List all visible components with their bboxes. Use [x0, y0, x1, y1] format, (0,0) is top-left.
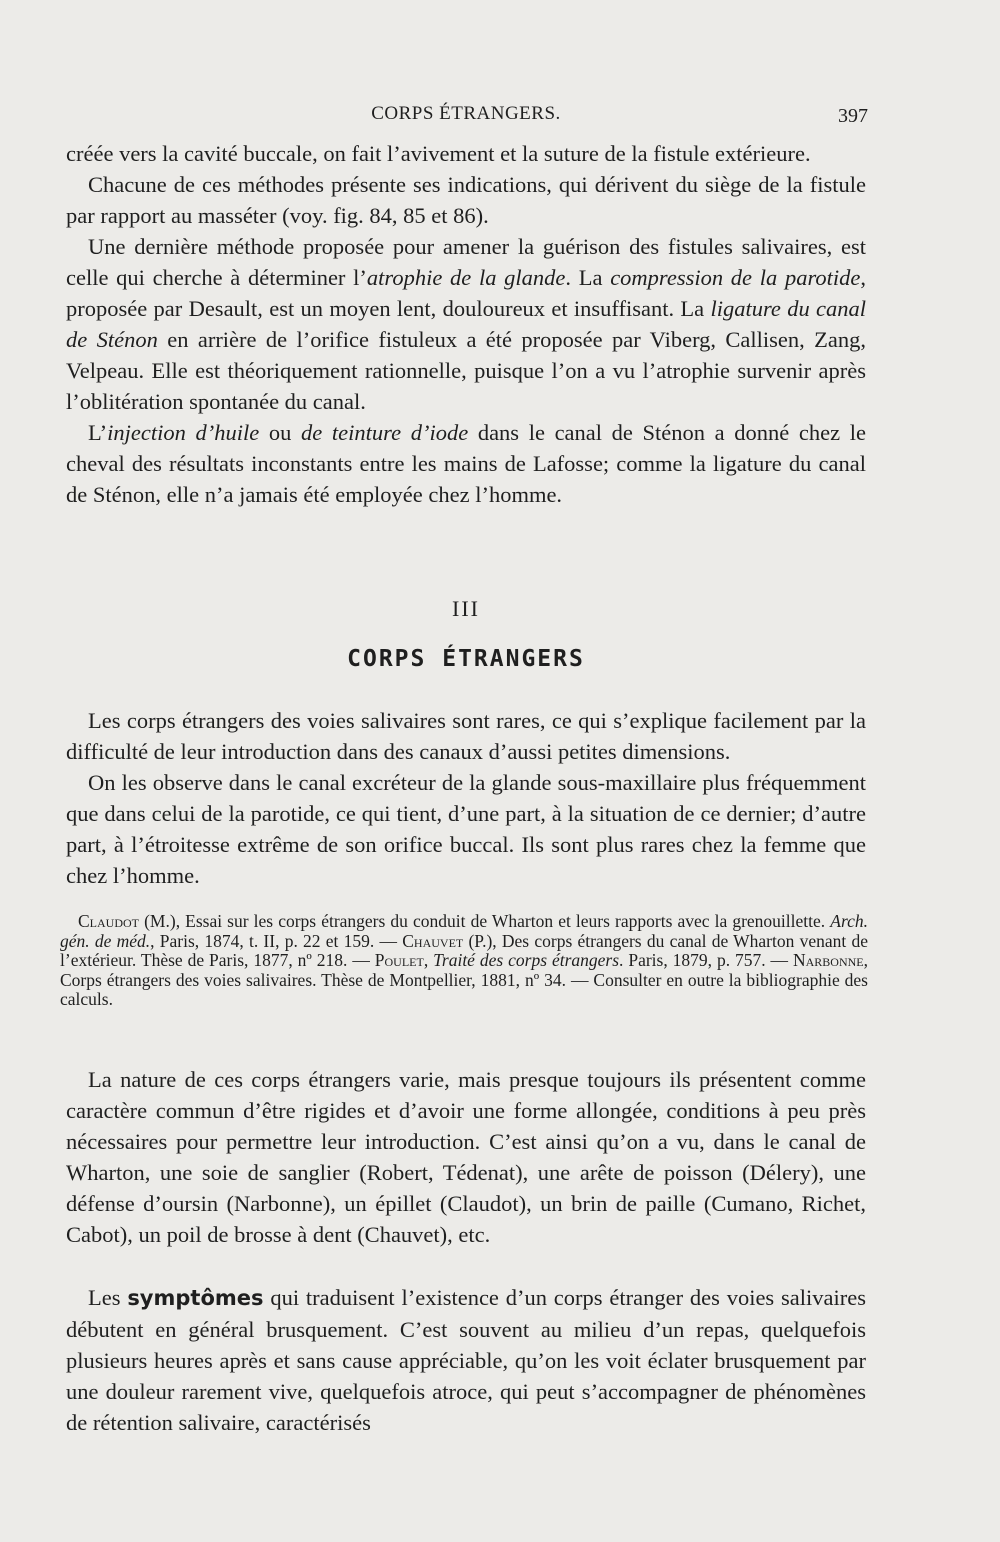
- page-number: 397: [838, 105, 868, 127]
- text-run: , Essai sur les corps étrangers du conduit de Wharton et leurs rapports avec la grenouillette.: [175, 911, 831, 931]
- top-text-block: [66, 138, 866, 510]
- bold-term: symptômes: [127, 1286, 264, 1310]
- author-name: Chauvet (P.): [402, 930, 493, 951]
- italic-run: de teinture d’iode: [301, 420, 469, 445]
- text-run: On les observe dans le canal excréteur de la glande sous-maxillaire plus fréquemment que dans celui de la parotide, ce qui tient, d’une part, à la situation de ce dernier; d’autre part, à l’étroitesse extrême de son orifice buccal. Ils sont plus rares chez la femme que chez l’homme.: [66, 770, 866, 888]
- text-run: dans le canal de Sténon a donné chez le cheval des résultats inconstants entre les mains de Lafosse; comme la ligature du canal de Sténon, elle n’a jamais été employée chez l’homme.: [66, 420, 866, 507]
- text-run: Chacune de ces méthodes présente ses indications, qui dérivent du siège de la fistule par rapport au masséter (voy. fig. 84, 85 et 86).: [66, 172, 866, 228]
- section-title: CORPS ÉTRANGERS: [347, 646, 585, 672]
- text-run: , proposée par Desault, est un moyen lent, douloureux et insuffisant. La: [66, 265, 866, 321]
- paragraph: [66, 169, 866, 231]
- text-run: ou: [259, 420, 302, 445]
- text-run: Les: [88, 1285, 128, 1310]
- paragraph: [66, 1282, 866, 1438]
- section-text-block: [66, 705, 866, 891]
- italic-run: atrophie de la glande: [366, 265, 566, 290]
- text-run: Une dernière méthode proposée pour amener la guérison des fistules salivaires, est celle qui cherche à déterminer l’: [66, 234, 866, 290]
- text-run: , Corps étrangers des voies salivaires. Thèse de Montpellier, 1881, nº 34. — Consulter en outre la bibliographie des calculs.: [60, 950, 868, 1009]
- paragraph: [66, 417, 866, 510]
- symptoms-text-block: [66, 1282, 866, 1438]
- paragraph: [66, 231, 866, 417]
- text-run: créée vers la cavité buccale, on fait l’avivement et la suture de la fistule extérieure.: [66, 141, 811, 166]
- bibliography-note: [60, 912, 868, 1010]
- section-number: III: [452, 596, 480, 621]
- italic-run: Traité des corps étrangers: [433, 950, 620, 970]
- paragraph: [66, 705, 866, 767]
- nature-text-block: [66, 1064, 866, 1250]
- paragraph: [66, 1064, 866, 1250]
- italic-run: ligature du canal de Sténon: [66, 296, 866, 352]
- running-title: CORPS ÉTRANGERS.: [371, 103, 561, 124]
- text-run: , Paris, 1874, t. II, p. 22 et 159. —: [150, 930, 403, 951]
- text-run: qui traduisent l’existence d’un corps étranger des voies salivaires débutent en général brusquement. C’est souvent au milieu d’un repas, quelquefois plusieurs heures après et sans cause appréciable, qu’on les voit éclater brusquement par une douleur rarement vive, quelquefois atroce, qui peut s’accompagner de phénomènes de rétention salivaire, caractérisés: [66, 1285, 866, 1435]
- text-run: La nature de ces corps étrangers varie, mais presque toujours ils présentent comme caractère commun d’être rigides et d’avoir une forme allongée, conditions à peu près nécessaires pour permettre leur introduction. C’est ainsi qu’on a vu, dans le canal de Wharton, une soie de sanglier (Robert, Tédenat), une arête de poisson (Délery), une défense d’oursin (Narbonne), un épillet (Claudot), un brin de paille (Cumano, Richet, Cabot), un poil de brosse à dent (Chauvet), etc.: [66, 1067, 866, 1247]
- italic-run: compression de la parotide: [610, 265, 861, 290]
- text-run: . Paris, 1879, p. 757. —: [619, 950, 793, 970]
- text-run: . La: [565, 265, 611, 290]
- text-run: L’: [88, 420, 108, 445]
- author-name: Poulet: [374, 950, 424, 970]
- bibliography-text: [60, 912, 868, 1010]
- text-run: Les corps étrangers des voies salivaires sont rares, ce qui s’explique facilement par la difficulté de leur introduction dans des canaux d’aussi petites dimensions.: [66, 708, 866, 764]
- text-run: , Des corps étrangers du canal de Wharton venant de l’extérieur. Thèse de Paris, 1877, nº 218. —: [60, 930, 868, 970]
- author-name: Claudot (M.): [78, 911, 176, 931]
- italic-run: injection d’huile: [107, 420, 260, 445]
- author-name: Narbonne: [792, 950, 864, 970]
- paragraph: [66, 767, 866, 891]
- paragraph: [66, 138, 866, 169]
- text-run: ,: [423, 950, 434, 970]
- page-header: [66, 103, 866, 133]
- italic-run: Arch. gén. de méd.: [60, 911, 868, 951]
- text-run: en arrière de l’orifice fistuleux a été proposée par Viberg, Callisen, Zang, Velpeau. Elle est théoriquement rationnelle, puisque l’on a vu l’atrophie survenir après l’oblitération spontanée du canal.: [66, 327, 866, 414]
